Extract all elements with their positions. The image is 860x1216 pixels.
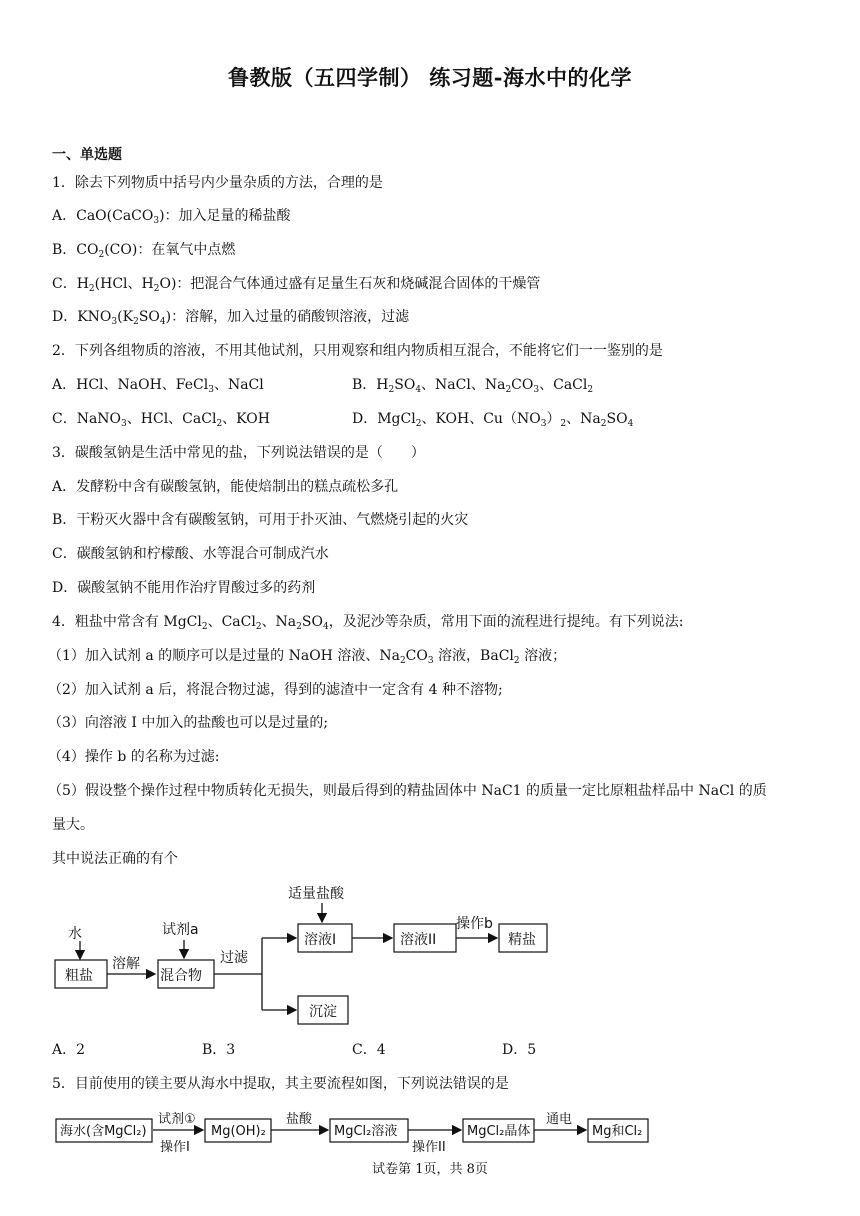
q3-stem: 3．碳酸氢钠是生活中常见的盐，下列说法错误的是（ ）	[52, 445, 425, 461]
label-hcl-q5: 盐酸	[286, 1112, 313, 1127]
q4-option-c: C．4	[352, 1042, 386, 1058]
q2-option-b: B．$H_2SO_4$、NaCl、$Na_2CO_3$、CaCl$_2$	[352, 377, 594, 395]
q4-statement-5-cont: 量大。	[52, 817, 94, 833]
label-filter: 过滤	[220, 950, 248, 966]
label-mgcl2-solution: MgCl₂溶液	[334, 1124, 398, 1139]
q2-option-c: C．NaNO$_3$、HCl、CaCl$_2$、KOH	[52, 411, 270, 429]
q2-option-a: A．HCl、NaOH、FeCl$_3$、NaCl	[52, 377, 264, 395]
label-reagent-1: 试剂①	[158, 1112, 196, 1127]
q4-option-b: B．3	[202, 1042, 236, 1058]
label-solution-2: 溶液II	[400, 932, 437, 948]
section-heading: 一、单选题	[52, 147, 122, 163]
q4-stem: 4．粗盐中常含有 MgCl$_2$、CaCl$_2$、$Na_2SO_4$，及泥沙等杂质，常用下面的流程进行提纯。有下列说法:	[52, 614, 684, 632]
label-op-b: 操作b	[456, 916, 493, 932]
label-mg-oh2: Mg(OH)₂	[211, 1124, 266, 1139]
q4-statement-3: （3）向溶液 I 中加入的盐酸也可以是过量的;	[48, 715, 329, 731]
label-seawater: 海水(含MgCl₂)	[60, 1124, 147, 1139]
label-water: 水	[68, 926, 82, 942]
label-crude: 粗盐	[65, 968, 93, 984]
label-mgcl2-crystal: MgCl₂晶体	[467, 1124, 531, 1139]
q3-option-c: C．碳酸氢钠和柠檬酸、水等混合可制成汽水	[52, 546, 329, 562]
q4-option-d: D．5	[502, 1042, 537, 1058]
q3-option-d: D．碳酸氢钠不能用作治疗胃酸过多的药剂	[52, 580, 316, 596]
q4-question: 其中说法正确的有个	[52, 851, 178, 867]
label-fine-salt: 精盐	[508, 932, 536, 948]
q1-option-a: A．CaO(CaCO$_3$)：加入足量的稀盐酸	[52, 208, 291, 226]
label-solution-1: 溶液I	[304, 932, 337, 948]
q2-stem: 2．下列各组物质的溶液，不用其他试剂，只用观察和组内物质相互混合，不能将它们一一鉴别的是	[52, 343, 663, 359]
q1-option-d: D．$KNO_3(K_2SO_4)$：溶解，加入过量的硝酸钡溶液，过滤	[52, 309, 410, 327]
label-mixture: 混合物	[160, 968, 202, 984]
label-op-1: 操作I	[160, 1140, 190, 1155]
q4-statement-4: （4）操作 b 的名称为过滤:	[48, 749, 220, 765]
label-dissolve: 溶解	[112, 956, 140, 972]
label-reagent-a: 试剂a	[162, 922, 199, 938]
q3-option-b: B．干粉灭火器中含有碳酸氢钠，可用于扑灭油、气燃烧引起的火灾	[52, 512, 469, 528]
q1-option-c: C．$H_2(HCl$、$H_2O$)：把混合气体通过盛有足量生石灰和烧碱混合固体的干燥管	[52, 276, 541, 294]
label-hcl: 适量盐酸	[288, 886, 344, 902]
q4-statement-1: （1）加入试剂 a 的顺序可以是过量的 NaOH 溶液、$Na_2CO_3$ 溶液，BaCl$_2$ 溶液；	[48, 648, 567, 666]
q3-option-a: A．发酵粉中含有碳酸氢钠，能使焙制出的糕点疏松多孔	[52, 479, 399, 495]
label-products: Mg和Cl₂	[592, 1124, 643, 1139]
label-op-2: 操作II	[412, 1140, 446, 1155]
q4-statement-2: （2）加入试剂 a 后，将混合物过滤，得到的滤渣中一定含有 4 种不溶物;	[48, 682, 503, 698]
page-footer: 试卷第 1页，共 8页	[372, 1162, 488, 1177]
q4-statement-5: （5）假设整个操作过程中物质转化无损失，则最后得到的精盐固体中 NaC1 的质量一定比原粗盐样品中 NaCl 的质	[48, 783, 767, 799]
page-title: 鲁教版（五四学制） 练习题-海水中的化学	[227, 65, 633, 90]
q5-stem: 5．目前使用的镁主要从海水中提取，其主要流程如图，下列说法错误的是	[52, 1076, 509, 1092]
label-electrolysis: 通电	[546, 1112, 573, 1127]
q1-option-b: B．$CO_2(CO)$：在氧气中点燃	[52, 242, 236, 260]
q2-option-d: D．MgCl$_2$、KOH、$Cu(NO_3)_2$、$Na_2SO_4$	[352, 411, 634, 429]
q4-option-a: A．2	[52, 1042, 86, 1058]
q1-stem: 1．除去下列物质中括号内少量杂质的方法，合理的是	[52, 175, 383, 191]
label-precipitate: 沉淀	[309, 1004, 337, 1020]
